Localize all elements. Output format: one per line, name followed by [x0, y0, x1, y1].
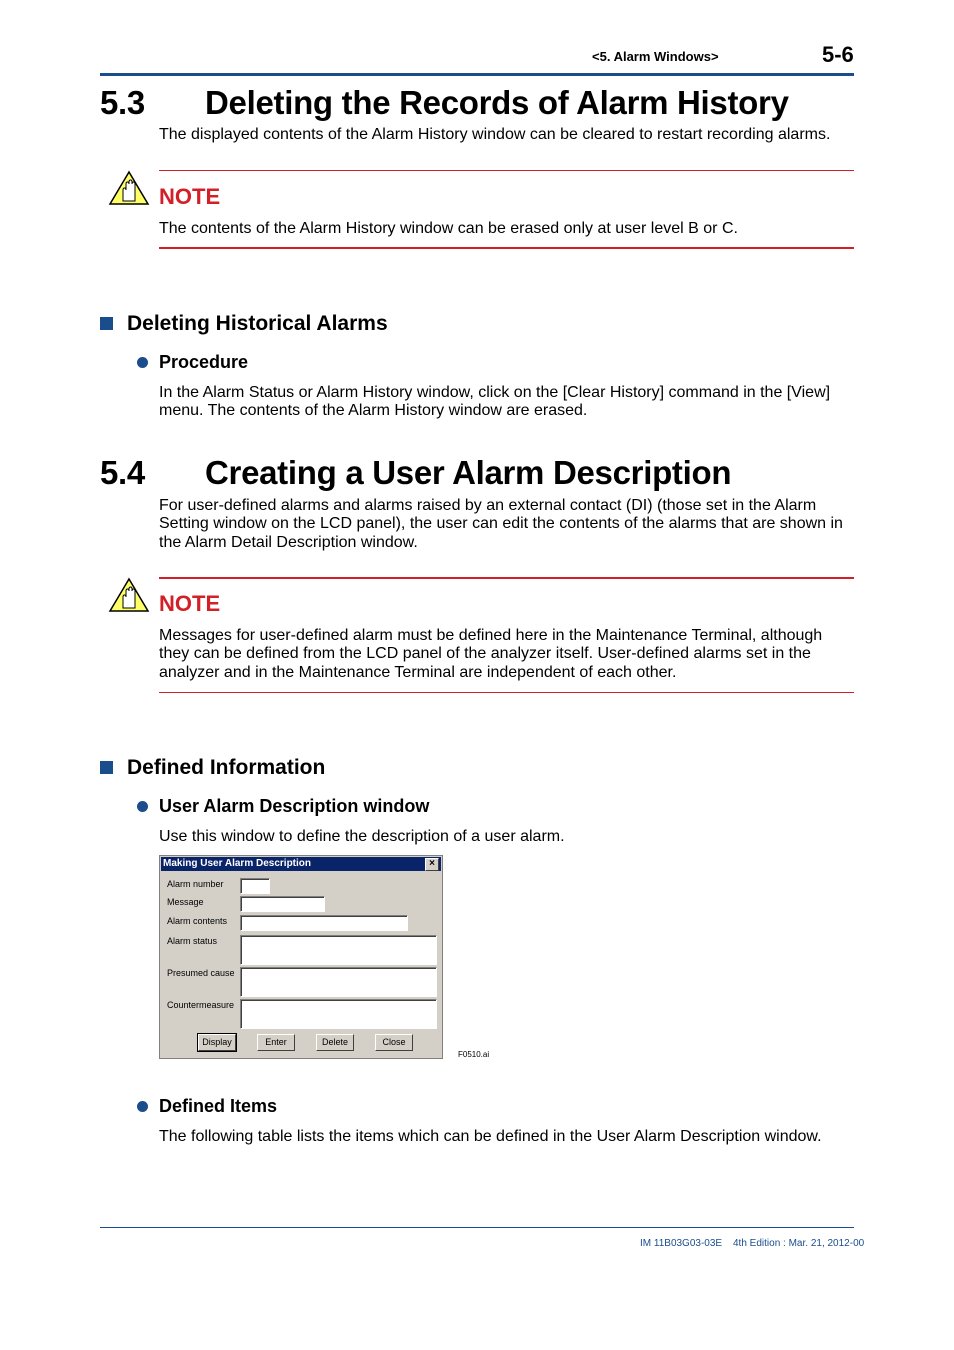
delete-button[interactable]: Delete	[316, 1034, 354, 1051]
section-title: Creating a User Alarm Description	[205, 454, 732, 491]
enter-button[interactable]: Enter	[257, 1034, 295, 1051]
note-top-rule	[159, 577, 854, 579]
section-number: 5.3	[100, 84, 145, 121]
section-5-4-heading	[100, 454, 731, 492]
alarm-status-label: Alarm status	[167, 936, 218, 946]
page-number: 5-6	[822, 42, 854, 67]
defined-items-heading	[137, 1096, 277, 1117]
square-bullet-icon	[100, 761, 113, 774]
section-5-4-intro-line-3: the Alarm Detail Description window.	[159, 534, 418, 551]
items-heading-text: Defined Items	[159, 1096, 278, 1116]
window-heading-text: User Alarm Description window	[159, 796, 430, 816]
note-bottom-rule	[159, 692, 854, 693]
footer-rule	[100, 1227, 854, 1228]
display-button[interactable]: Display	[198, 1034, 236, 1051]
message-field[interactable]	[240, 896, 325, 912]
alarm-contents-field[interactable]	[240, 915, 408, 931]
note-line-3: analyzer and in the Maintenance Terminal are independent of each other.	[159, 664, 677, 681]
note-bottom-rule	[159, 247, 854, 249]
message-label: Message	[167, 897, 204, 907]
window-description: Use this window to define the description of a user alarm.	[159, 828, 565, 845]
note-top-rule	[159, 170, 854, 171]
running-header: <5. Alarm Windows>	[592, 49, 719, 64]
window-heading	[137, 796, 429, 817]
section-5-4-intro-line-2: Setting window on the LCD panel), the user can edit the contents of the alarms that are shown in	[159, 515, 843, 532]
dialog-titlebar	[161, 857, 441, 871]
section-number: 5.4	[100, 454, 145, 491]
user-alarm-description-dialog	[159, 855, 443, 1059]
procedure-line-2: menu. The contents of the Alarm History window are erased.	[159, 402, 588, 419]
round-bullet-icon	[137, 801, 148, 812]
section-title: Deleting the Records of Alarm History	[205, 84, 789, 121]
alarm-number-label: Alarm number	[167, 879, 224, 889]
alarm-contents-label: Alarm contents	[167, 916, 228, 926]
note-line-2: they can be defined from the LCD panel of the analyzer itself. User-defined alarms set in the	[159, 645, 811, 662]
close-button[interactable]: Close	[375, 1034, 413, 1051]
procedure-line-1: In the Alarm Status or Alarm History window, click on the [Clear History] command in the [View]	[159, 384, 831, 401]
defined-information-heading	[100, 756, 325, 780]
document-id: IM 11B03G03-03E	[640, 1238, 723, 1249]
subheading-text: Defined Information	[127, 756, 326, 779]
caution-hand-icon	[108, 170, 150, 206]
round-bullet-icon	[137, 1101, 148, 1112]
subheading-text: Deleting Historical Alarms	[127, 312, 388, 335]
procedure-heading-text: Procedure	[159, 352, 249, 372]
note-label: NOTE	[159, 591, 221, 616]
presumed-cause-label: Presumed cause	[167, 968, 235, 978]
alarm-number-field[interactable]	[240, 878, 270, 894]
edition-info: 4th Edition : Mar. 21, 2012-00	[733, 1238, 865, 1249]
round-bullet-icon	[137, 357, 148, 368]
items-description: The following table lists the items which can be defined in the User Alarm Description window.	[159, 1128, 822, 1145]
note-line-1: Messages for user-defined alarm must be defined here in the Maintenance Terminal, although	[159, 627, 823, 644]
figure-id: F0510.ai	[458, 1050, 490, 1059]
caution-hand-icon	[108, 577, 150, 613]
close-icon[interactable]: ×	[425, 858, 439, 871]
alarm-status-field[interactable]	[240, 935, 437, 965]
section-5-3-intro: The displayed contents of the Alarm History window can be cleared to restart recording alarms.	[159, 126, 831, 143]
square-bullet-icon	[100, 317, 113, 330]
procedure-heading	[137, 352, 248, 373]
header-rule	[100, 73, 854, 76]
countermeasure-label: Countermeasure	[167, 1000, 235, 1010]
note-label: NOTE	[159, 184, 221, 209]
note-text: The contents of the Alarm History window can be erased only at user level B or C.	[159, 220, 738, 237]
section-5-4-intro-line-1: For user-defined alarms and alarms raised by an external contact (DI) (those set in the Alarm	[159, 497, 817, 514]
deleting-historical-alarms-heading	[100, 312, 388, 336]
dialog-title: Making User Alarm Description	[163, 858, 312, 869]
presumed-cause-field[interactable]	[240, 967, 437, 997]
countermeasure-field[interactable]	[240, 999, 437, 1029]
section-5-3-heading	[100, 84, 789, 122]
